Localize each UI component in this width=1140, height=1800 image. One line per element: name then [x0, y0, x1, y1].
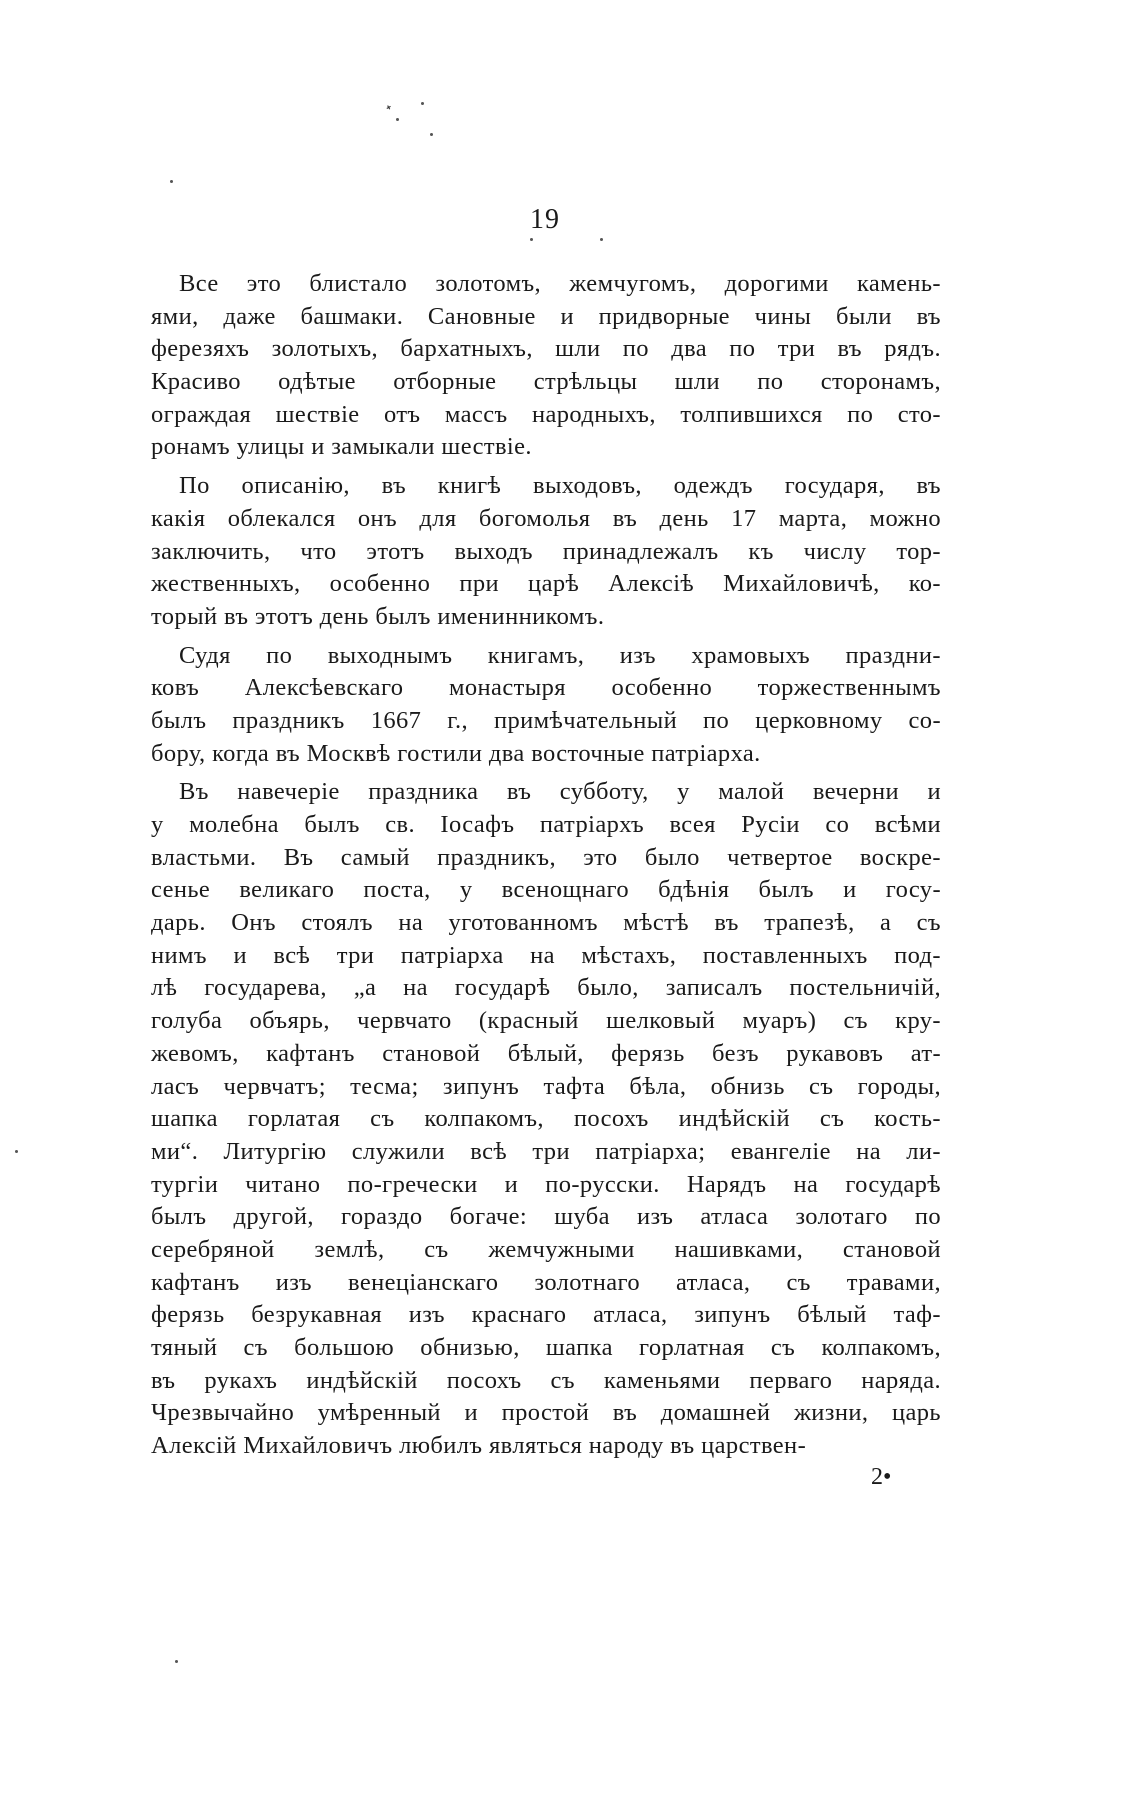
paragraph-first-line: Судя по выходнымъ книгамъ, изъ храмовыхъ праздни- [179, 641, 941, 669]
text-line: былъ праздникъ 1667 г., примѣчательный по церковному со- [151, 706, 941, 734]
scan-speck [170, 180, 173, 183]
body-text [151, 268, 941, 1463]
text-line: тяный съ большою обнизью, шапка горлатная съ колпакомъ, [151, 1334, 941, 1361]
scan-speck [530, 238, 533, 241]
paragraph-first-line: Въ навечеріе праздника въ субботу, у малой вечерни и [179, 778, 941, 806]
text-line: Алексій Михайловичъ любилъ являться народу въ царствен- [151, 1432, 807, 1460]
scan-speck [175, 1660, 178, 1663]
text-line: былъ другой, гораздо богаче: шуба изъ атласа золотаго по [151, 1203, 941, 1231]
text-line: заключить, что этотъ выходъ принадлежалъ къ числу тор- [151, 537, 941, 565]
text-line: Красиво одѣтые отборные стрѣльцы шли по сторонамъ, [151, 368, 941, 396]
paragraph-first-line: Все это блистало золотомъ, жемчугомъ, дорогими камень- [179, 270, 941, 297]
text-line: ферязь безрукавная изъ краснаго атласа, зипунъ бѣлый таф- [151, 1301, 941, 1329]
scan-speck [600, 238, 603, 241]
scan-speck-mark: ⸼ [386, 85, 400, 112]
scan-speck [396, 118, 399, 121]
text-line: бору, когда въ Москвѣ гостили два восточные патріарха. [151, 739, 761, 767]
text-line: торый въ этотъ день былъ именинникомъ. [151, 602, 605, 630]
text-line: ограждая шествіе отъ массъ народныхъ, толпившихся по сто- [151, 400, 941, 428]
text-line: кафтанъ изъ венеціанскаго золотнаго атласа, съ травами, [151, 1268, 941, 1296]
text-line: ями, даже башмаки. Сановные и придворные чины были въ [151, 302, 941, 330]
text-line: Чрезвычайно умѣренный и простой въ домашней жизни, царь [151, 1399, 941, 1427]
text-line: жевомъ, кафтанъ становой бѣлый, ферязь безъ рукавовъ ат- [151, 1039, 941, 1067]
text-line: дарь. Онъ стоялъ на уготованномъ мѣстѣ въ трапезѣ, а съ [151, 909, 941, 937]
text-line: ми“. Литургію служили всѣ три патріарха; евангеліе на ли- [151, 1137, 941, 1165]
text-line: въ рукахъ индѣйскій посохъ съ каменьями перваго наряда. [151, 1366, 941, 1394]
scan-speck [430, 133, 433, 136]
text-line: ферезяхъ золотыхъ, бархатныхъ, шли по два по три въ рядъ. [151, 335, 941, 363]
text-line: лѣ государева, „а на государѣ было, записалъ постельничій, [151, 974, 941, 1002]
text-line: какія облекался онъ для богомолья въ день 17 марта, можно [151, 504, 941, 532]
text-line: ласъ червчатъ; тесма; зипунъ тафта бѣла, обнизь съ городы, [151, 1072, 941, 1100]
paragraph-first-line: По описанію, въ книгѣ выходовъ, одеждъ государя, въ [179, 472, 941, 500]
text-line: серебряной землѣ, съ жемчужными нашивками, становой [151, 1235, 941, 1263]
text-line: ковъ Алексѣевскаго монастыря особенно торжественнымъ [151, 674, 941, 702]
text-line: сенье великаго поста, у всенощнаго бдѣнія былъ и госу- [151, 876, 941, 904]
text-line: у молебна былъ св. Іосафъ патріархъ всея Русіи со всѣми [151, 811, 941, 838]
scan-speck [421, 102, 424, 105]
text-line: нимъ и всѣ три патріарха на мѣстахъ, поставленныхъ под- [151, 941, 941, 969]
text-line: тургіи читано по-гречески и по-русски. Нарядъ на государѣ [151, 1170, 941, 1198]
signature-mark: 2• [871, 1464, 892, 1490]
text-line: шапка горлатая съ колпакомъ, посохъ индѣйскій съ кость- [151, 1105, 941, 1133]
page-number: 19 [530, 204, 560, 235]
text-line: голуба объярь, червчато (красный шелковый муаръ) съ кру- [151, 1007, 941, 1035]
text-line: жественныхъ, особенно при царѣ Алексіѣ Михайловичѣ, ко- [151, 570, 941, 598]
scan-speck [15, 1150, 18, 1153]
text-line: ронамъ улицы и замыкали шествіе. [151, 433, 532, 461]
text-line: властьми. Въ самый праздникъ, это было четвертое воскре- [151, 843, 941, 871]
